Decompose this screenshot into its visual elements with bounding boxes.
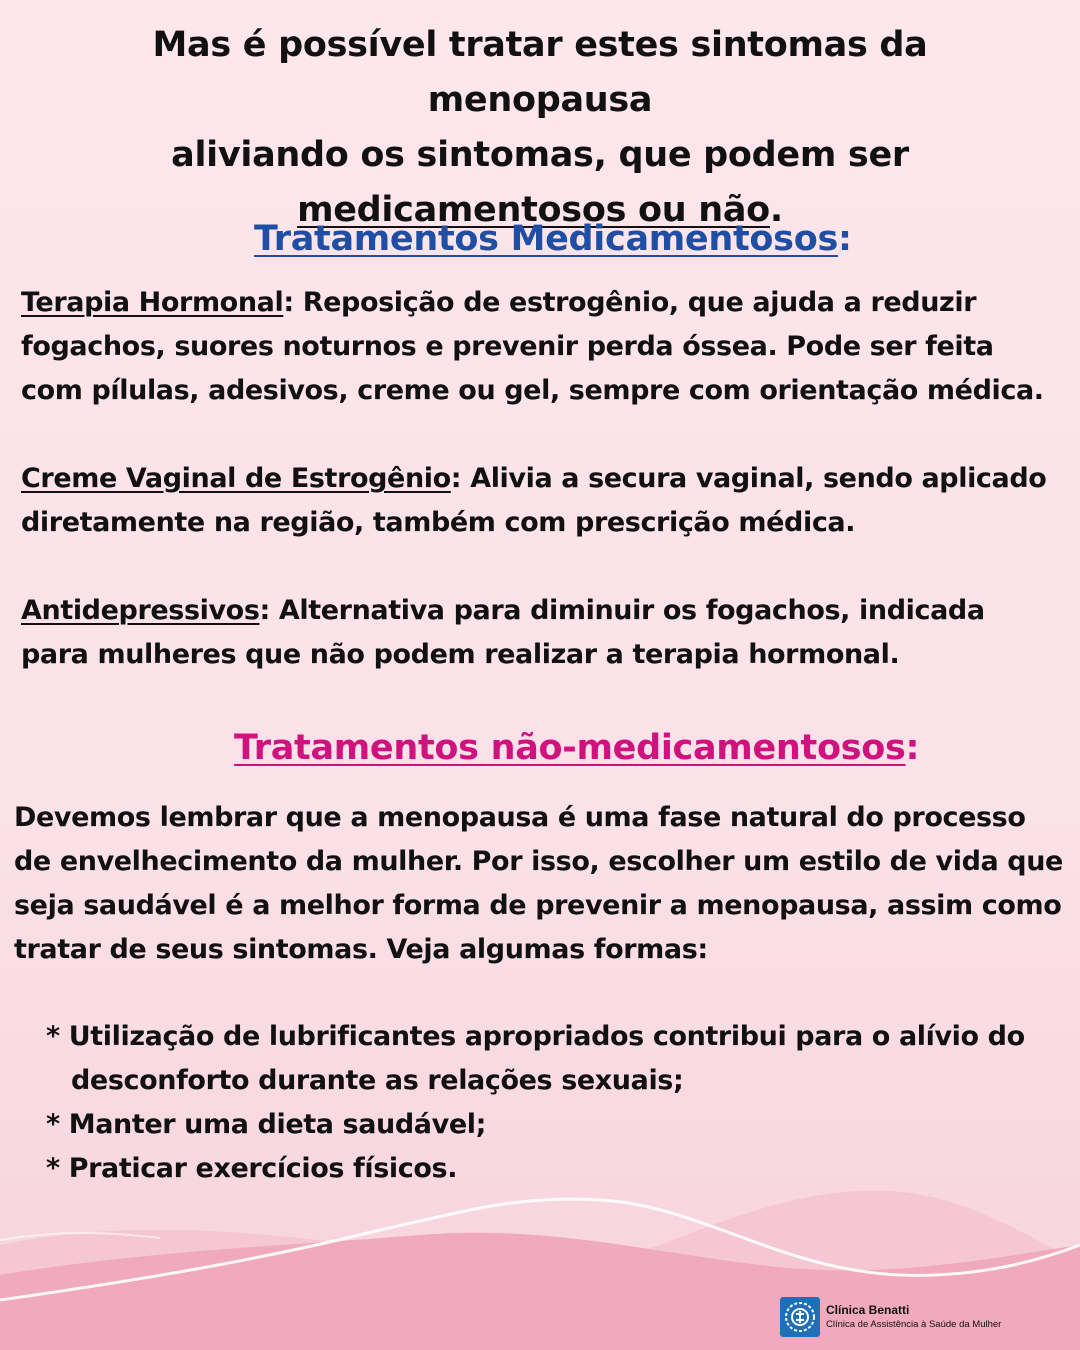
heading-medicamentosos-label: Tratamentos Medicamentosos (254, 219, 838, 259)
list-item: * Praticar exercícios físicos. (46, 1153, 458, 1184)
item-antidepressivos (21, 589, 1061, 677)
clinic-name: Clínica Benatti (826, 1303, 910, 1317)
clinic-logo-icon (780, 1297, 820, 1337)
heading-medicamentosos (254, 217, 852, 261)
heading-medicamentosos-colon: : (837, 219, 852, 259)
item-term: Terapia Hormonal (21, 287, 284, 318)
intro-underlined: medicamentosos ou não (297, 190, 770, 230)
item-terapia-hormonal (21, 281, 1061, 413)
clinic-logo (780, 1295, 1050, 1339)
item-text: : Alternativa para diminuir os fogachos, indicada para mulheres que não podem realizar a terapia hormonal. (21, 595, 985, 670)
item-text: : Alivia a secura vaginal, sendo aplicado diretamente na região, também com prescrição médica. (21, 463, 1047, 538)
heading-nao-medicamentosos (234, 726, 919, 770)
nao-medicamentosos-intro: Devemos lembrar que a menopausa é uma fase natural do processo de envelhecimento da mulher. Por isso, escolher um estilo de vida que seja saudável é a melhor forma de prevenir a menopausa, assim como tratar de seus sintomas. Veja algumas formas: (14, 802, 1063, 965)
item-term: Creme Vaginal de Estrogênio (21, 463, 451, 494)
list-item: * Manter uma dieta saudável; (46, 1109, 486, 1140)
item-text: : Reposição de estrogênio, que ajuda a reduzir fogachos, suores noturnos e prevenir perda óssea. Pode ser feita com pílulas, adesivos, creme ou gel, sempre com orientação médica. (21, 287, 1044, 406)
heading-nao-medicamentosos-colon: : (905, 728, 920, 768)
intro-line-1: Mas é possível tratar estes sintomas da menopausa (152, 25, 928, 120)
heading-nao-medicamentosos-label: Tratamentos não-medicamentosos (234, 728, 906, 768)
clinic-subtitle: Clínica de Assistência à Saúde da Mulher (826, 1319, 1002, 1330)
clinic-logo-text (826, 1303, 1001, 1331)
intro-period: . (769, 190, 783, 230)
intro-line-2: aliviando os sintomas, que podem ser (171, 135, 909, 175)
item-creme-vaginal (21, 457, 1061, 545)
list-item: * Utilização de lubrificantes apropriados contribui para o alívio do desconforto durante as relações sexuais; (46, 1021, 1025, 1096)
intro-text (40, 18, 1040, 238)
item-term: Antidepressivos (21, 595, 260, 626)
